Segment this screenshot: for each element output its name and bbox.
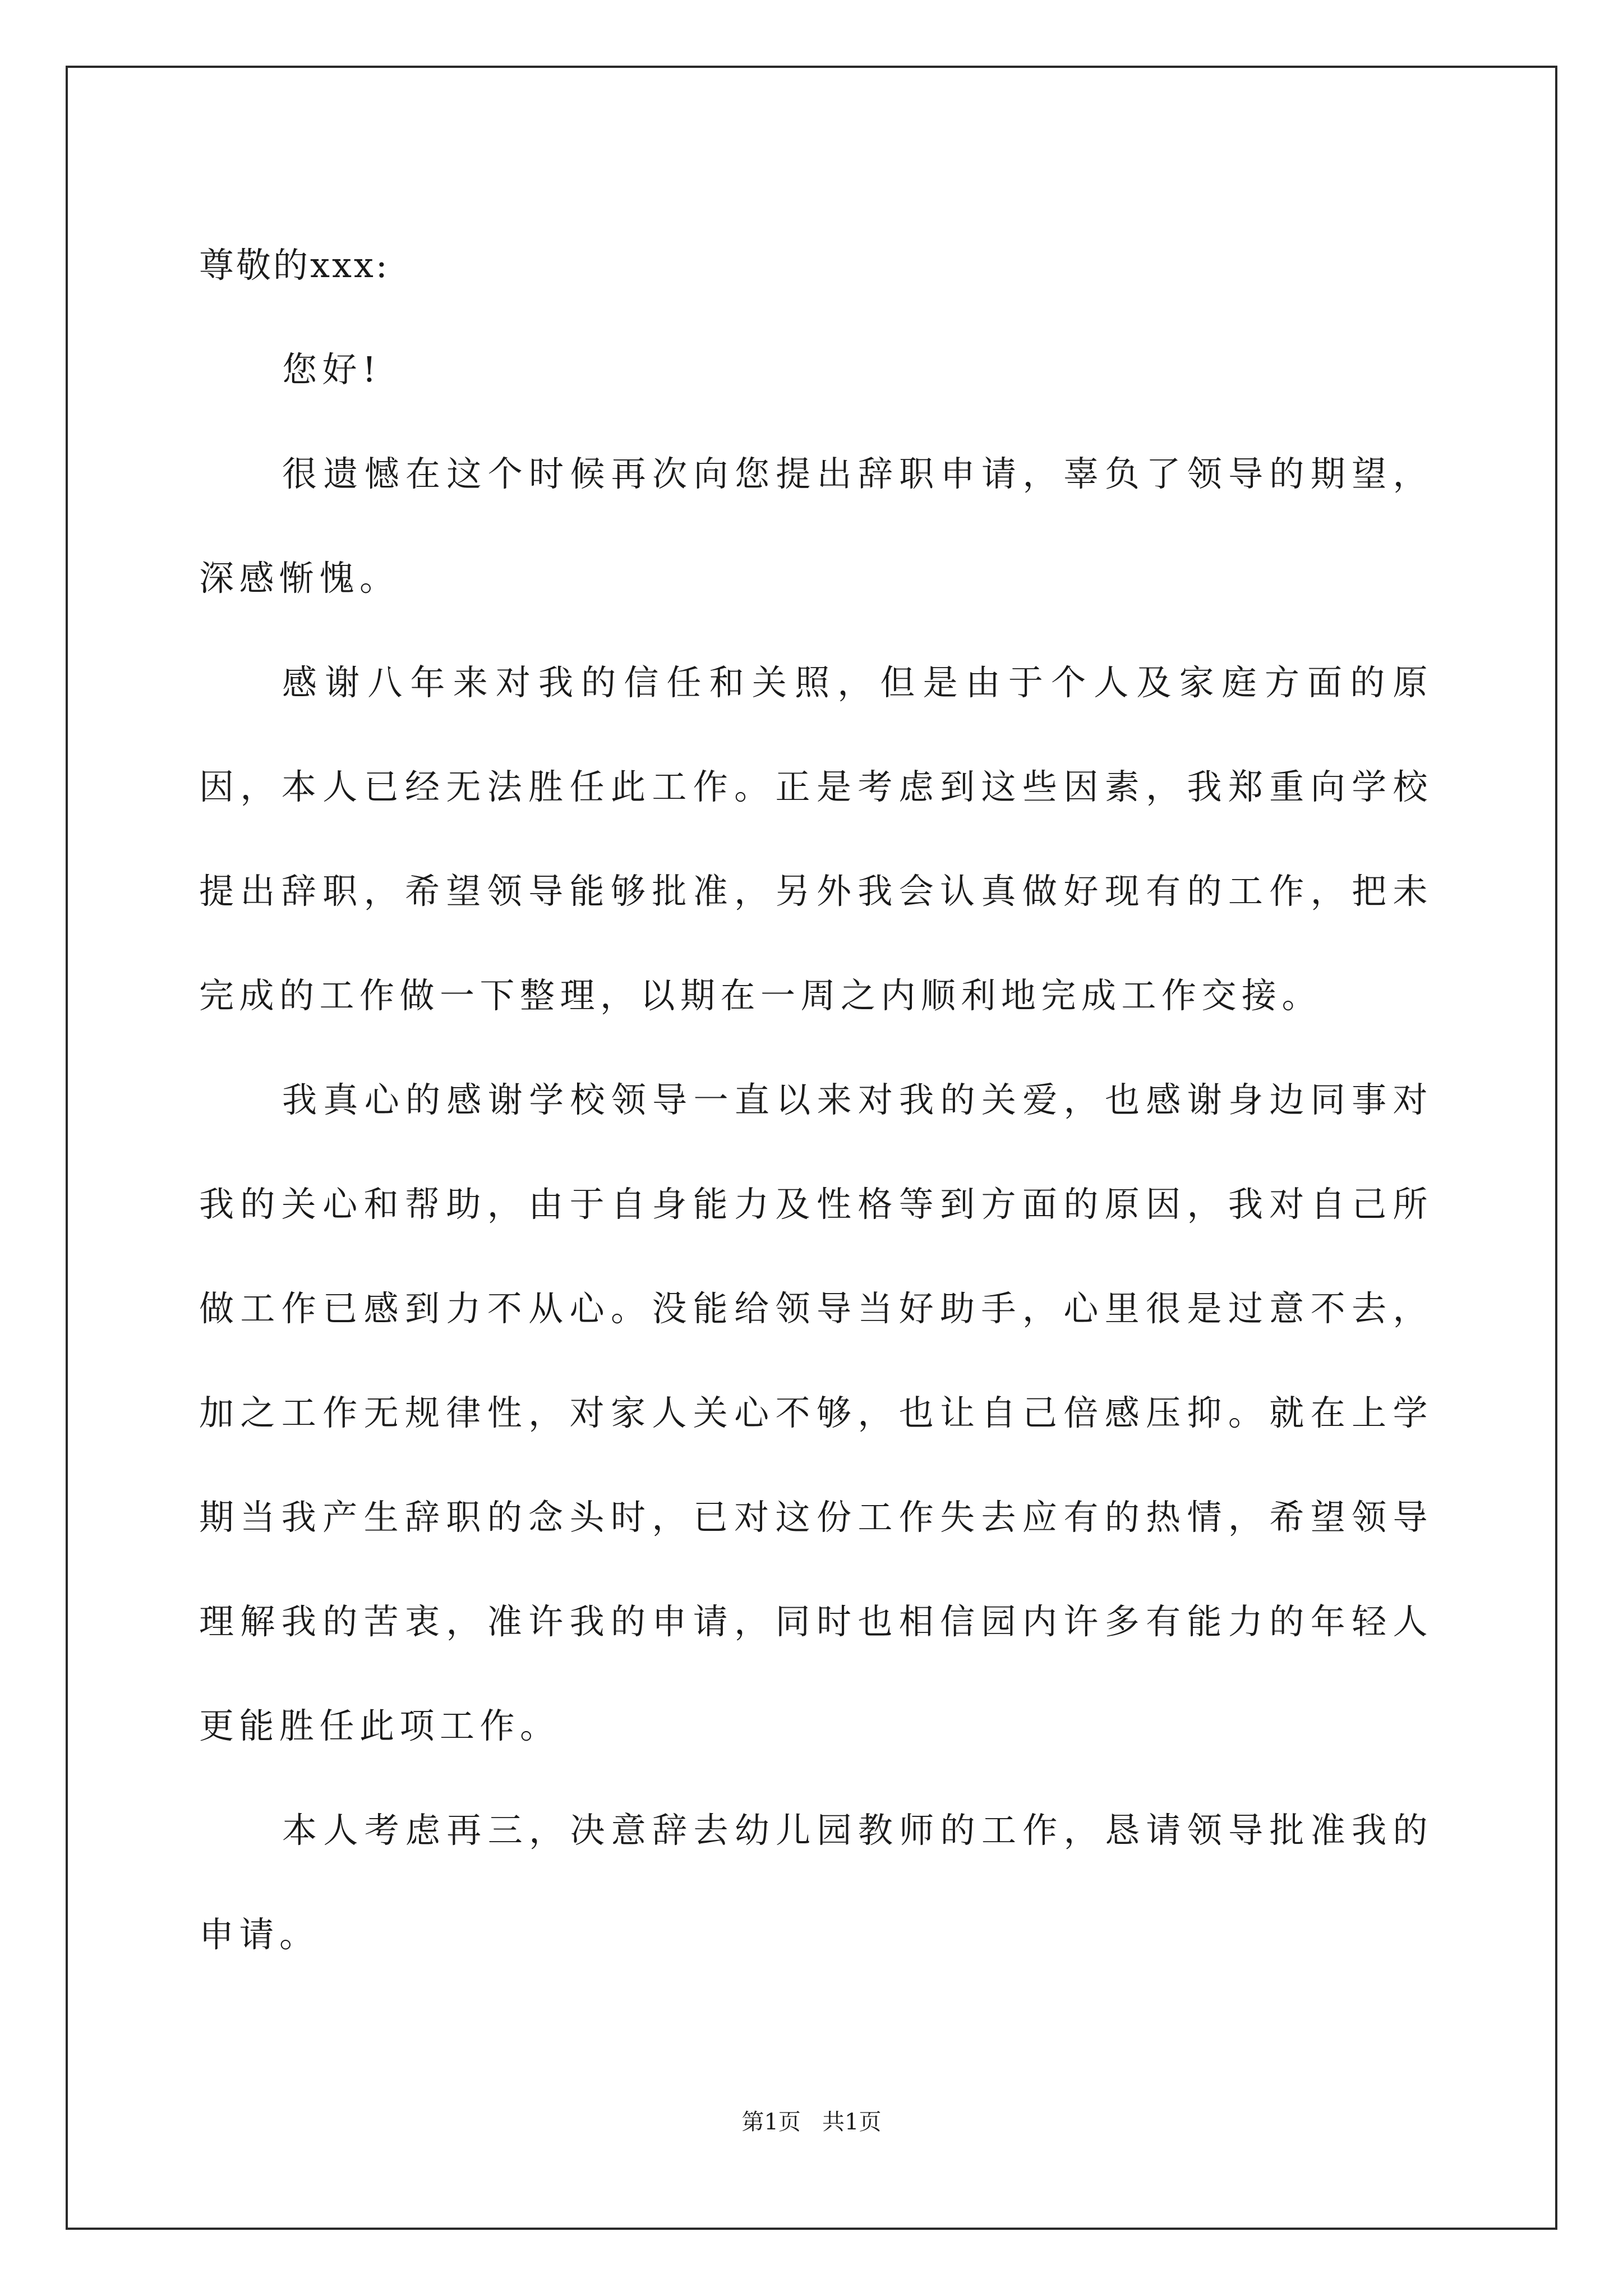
salutation: 尊敬的xxx: xyxy=(199,245,390,286)
letter-body xyxy=(199,213,1433,1987)
page-number: 第1页 共1页 xyxy=(741,2109,882,2135)
paragraph-gratitude: 我真心的感谢学校领导一直以来对我的关爱，也感谢身边同事对我的关心和帮助，由于自身能力及性格等到方面的原因，我对自己所做工作已感到力不从心。没能给领导当好助手，心里很是过意不去，加之工作无规律性，对家人关心不够，也让自己倍感压抑。就在上学期当我产生辞职的念头时，已对这份工作失去应有的热情，希望领导理解我的苦衷，准许我的申请，同时也相信园内许多有能力的年轻人更能胜任此项工作。 xyxy=(199,1079,1433,1746)
paragraph-reason: 感谢八年来对我的信任和关照，但是由于个人及家庭方面的原因，本人已经无法胜任此工作。正是考虑到这些因素，我郑重向学校提出辞职，希望领导能够批准，另外我会认真做好现有的工作，把未完成的工作做一下整理，以期在一周之内顺利地完成工作交接。 xyxy=(199,662,1433,1016)
paragraph-apology: 很遗憾在这个时候再次向您提出辞职申请，辜负了领导的期望，深感惭愧。 xyxy=(199,453,1433,599)
paragraph-request: 本人考虑再三，决意辞去幼儿园教师的工作，恳请领导批准我的申请。 xyxy=(199,1810,1433,1955)
greeting-paragraph: 您好! xyxy=(282,349,382,390)
